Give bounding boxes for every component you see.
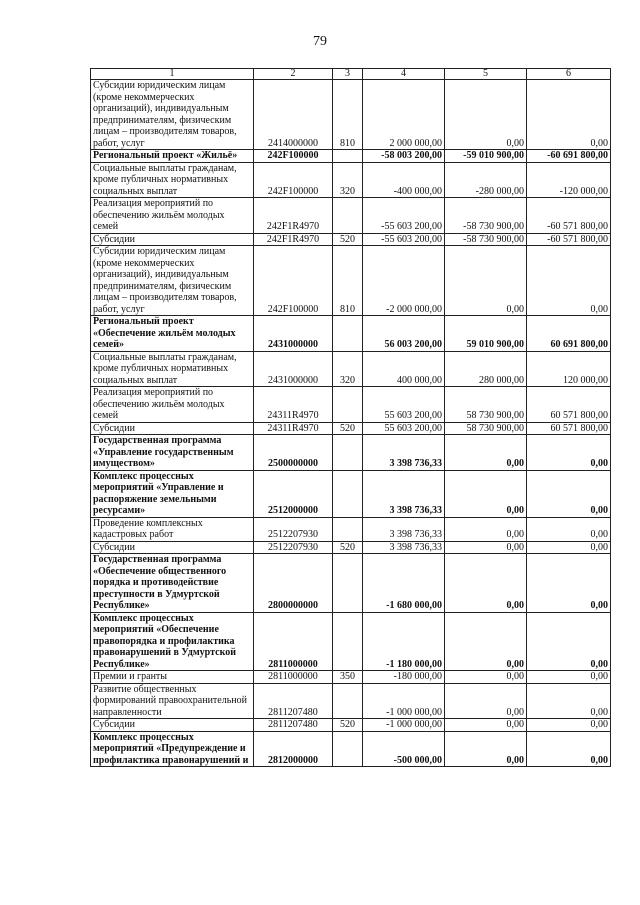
cell-target-article: 2812000000: [254, 731, 333, 767]
cell-amount-1: 400 000,00: [363, 351, 445, 387]
cell-amount-2: -58 730 900,00: [445, 198, 527, 234]
cell-expense-type: [333, 517, 363, 541]
cell-amount-2: -280 000,00: [445, 162, 527, 198]
table-row: [91, 162, 611, 198]
table-row: [91, 731, 611, 767]
cell-name: Государственная программа «Обеспечение общественного порядка и противодействие преступности в Удмуртской Республике»: [91, 554, 254, 613]
cell-target-article: 2800000000: [254, 554, 333, 613]
cell-target-article: 242F1R4970: [254, 198, 333, 234]
cell-amount-2: 0,00: [445, 470, 527, 517]
cell-amount-1: -1 000 000,00: [363, 683, 445, 719]
cell-target-article: 2512207930: [254, 541, 333, 554]
cell-name: Премии и гранты: [91, 671, 254, 684]
cell-amount-3: 60 571 800,00: [527, 422, 611, 435]
cell-expense-type: 520: [333, 719, 363, 732]
cell-expense-type: [333, 731, 363, 767]
cell-amount-1: 3 398 736,33: [363, 470, 445, 517]
cell-target-article: 242F100000: [254, 246, 333, 316]
cell-amount-2: -58 730 900,00: [445, 233, 527, 246]
col-header-csr: 2: [254, 69, 333, 80]
cell-name: Социальные выплаты гражданам, кроме публичных нормативных социальных выплат: [91, 162, 254, 198]
cell-amount-2: 0,00: [445, 671, 527, 684]
cell-amount-3: 0,00: [527, 517, 611, 541]
cell-name: Региональный проект «Жильё»: [91, 150, 254, 163]
budget-table: [90, 68, 611, 767]
cell-expense-type: [333, 470, 363, 517]
cell-amount-3: 0,00: [527, 612, 611, 671]
cell-target-article: 2500000000: [254, 435, 333, 471]
col-header-amount-3: 6: [527, 69, 611, 80]
cell-expense-type: [333, 198, 363, 234]
cell-name: Проведение комплексных кадастровых работ: [91, 517, 254, 541]
cell-expense-type: 810: [333, 246, 363, 316]
table-row: [91, 198, 611, 234]
cell-amount-2: 59 010 900,00: [445, 316, 527, 352]
cell-target-article: 2811207480: [254, 683, 333, 719]
cell-amount-3: -120 000,00: [527, 162, 611, 198]
cell-amount-1: -1 680 000,00: [363, 554, 445, 613]
cell-amount-2: 0,00: [445, 246, 527, 316]
table-row: [91, 435, 611, 471]
cell-target-article: 242F100000: [254, 150, 333, 163]
cell-amount-1: -58 003 200,00: [363, 150, 445, 163]
cell-amount-3: 120 000,00: [527, 351, 611, 387]
table-row: [91, 150, 611, 163]
table-row: [91, 719, 611, 732]
cell-expense-type: [333, 554, 363, 613]
cell-amount-3: 0,00: [527, 671, 611, 684]
cell-amount-1: -55 603 200,00: [363, 233, 445, 246]
cell-amount-3: -60 691 800,00: [527, 150, 611, 163]
cell-amount-2: 58 730 900,00: [445, 387, 527, 423]
table-row: [91, 387, 611, 423]
cell-amount-2: 0,00: [445, 517, 527, 541]
cell-amount-2: 0,00: [445, 541, 527, 554]
cell-amount-1: 3 398 736,33: [363, 517, 445, 541]
table-row: [91, 671, 611, 684]
cell-target-article: 2512207930: [254, 517, 333, 541]
table-row: [91, 422, 611, 435]
budget-table-body: [91, 69, 611, 767]
cell-amount-1: 2 000 000,00: [363, 80, 445, 150]
col-header-vr: 3: [333, 69, 363, 80]
cell-amount-1: -400 000,00: [363, 162, 445, 198]
cell-target-article: 2512000000: [254, 470, 333, 517]
table-row: [91, 683, 611, 719]
cell-amount-2: 0,00: [445, 731, 527, 767]
cell-amount-1: 55 603 200,00: [363, 387, 445, 423]
cell-amount-3: 0,00: [527, 246, 611, 316]
col-header-amount-1: 4: [363, 69, 445, 80]
cell-amount-2: 0,00: [445, 80, 527, 150]
cell-amount-1: 56 003 200,00: [363, 316, 445, 352]
col-header-amount-2: 5: [445, 69, 527, 80]
cell-target-article: 2431000000: [254, 351, 333, 387]
cell-amount-3: -60 571 800,00: [527, 233, 611, 246]
cell-expense-type: 350: [333, 671, 363, 684]
cell-expense-type: 810: [333, 80, 363, 150]
cell-amount-2: 0,00: [445, 554, 527, 613]
cell-amount-3: 0,00: [527, 683, 611, 719]
cell-amount-1: -1 180 000,00: [363, 612, 445, 671]
cell-amount-2: -59 010 900,00: [445, 150, 527, 163]
cell-amount-3: 60 571 800,00: [527, 387, 611, 423]
cell-name: Социальные выплаты гражданам, кроме публичных нормативных социальных выплат: [91, 351, 254, 387]
cell-amount-1: -180 000,00: [363, 671, 445, 684]
cell-name: Субсидии юридическим лицам (кроме некоммерческих организаций), индивидуальным предпринимателям, физическим лицам – производителям товаров, работ, услуг: [91, 246, 254, 316]
cell-expense-type: [333, 387, 363, 423]
cell-target-article: 242F1R4970: [254, 233, 333, 246]
cell-amount-1: 3 398 736,33: [363, 435, 445, 471]
cell-expense-type: [333, 150, 363, 163]
table-row: [91, 612, 611, 671]
cell-amount-2: 0,00: [445, 719, 527, 732]
cell-amount-2: 0,00: [445, 612, 527, 671]
cell-expense-type: 520: [333, 422, 363, 435]
cell-amount-3: -60 571 800,00: [527, 198, 611, 234]
cell-amount-2: 58 730 900,00: [445, 422, 527, 435]
cell-amount-3: 0,00: [527, 470, 611, 517]
cell-expense-type: 520: [333, 233, 363, 246]
cell-amount-3: 0,00: [527, 731, 611, 767]
cell-amount-1: -2 000 000,00: [363, 246, 445, 316]
table-row: [91, 246, 611, 316]
cell-expense-type: 320: [333, 351, 363, 387]
cell-name: Субсидии: [91, 422, 254, 435]
cell-amount-3: 0,00: [527, 435, 611, 471]
col-header-name: 1: [91, 69, 254, 80]
cell-target-article: 242F100000: [254, 162, 333, 198]
cell-amount-1: 55 603 200,00: [363, 422, 445, 435]
cell-target-article: 2431000000: [254, 316, 333, 352]
cell-expense-type: [333, 683, 363, 719]
cell-name: Субсидии: [91, 541, 254, 554]
cell-name: Субсидии: [91, 719, 254, 732]
cell-amount-3: 60 691 800,00: [527, 316, 611, 352]
cell-amount-1: -500 000,00: [363, 731, 445, 767]
cell-name: Субсидии: [91, 233, 254, 246]
cell-amount-3: 0,00: [527, 554, 611, 613]
table-row: [91, 80, 611, 150]
cell-target-article: 2811000000: [254, 612, 333, 671]
cell-expense-type: 520: [333, 541, 363, 554]
cell-name: Реализация мероприятий по обеспечению жильём молодых семей: [91, 387, 254, 423]
cell-amount-3: 0,00: [527, 80, 611, 150]
cell-amount-2: 0,00: [445, 683, 527, 719]
cell-name: Комплекс процессных мероприятий «Управление и распоряжение земельными ресурсами»: [91, 470, 254, 517]
cell-amount-2: 280 000,00: [445, 351, 527, 387]
table-row: [91, 554, 611, 613]
table-row: [91, 470, 611, 517]
cell-amount-3: 0,00: [527, 541, 611, 554]
page-number: 79: [313, 34, 327, 49]
cell-amount-2: 0,00: [445, 435, 527, 471]
cell-name: Государственная программа «Управление государственным имуществом»: [91, 435, 254, 471]
cell-target-article: 2811207480: [254, 719, 333, 732]
cell-target-article: 24311R4970: [254, 422, 333, 435]
cell-expense-type: [333, 612, 363, 671]
cell-expense-type: [333, 316, 363, 352]
cell-amount-1: -1 000 000,00: [363, 719, 445, 732]
cell-target-article: 2811000000: [254, 671, 333, 684]
cell-target-article: 2414000000: [254, 80, 333, 150]
cell-amount-1: -55 603 200,00: [363, 198, 445, 234]
cell-name: Комплекс процессных мероприятий «Обеспечение правопорядка и профилактика правонарушений в Удмуртской Республике»: [91, 612, 254, 671]
table-row: [91, 233, 611, 246]
cell-expense-type: [333, 435, 363, 471]
cell-name: Субсидии юридическим лицам (кроме некоммерческих организаций), индивидуальным предпринимателям, физическим лицам – производителям товаров, работ, услуг: [91, 80, 254, 150]
cell-expense-type: 320: [333, 162, 363, 198]
table-row: [91, 351, 611, 387]
cell-name: Комплекс процессных мероприятий «Предупреждение и профилактика правонарушений и: [91, 731, 254, 767]
cell-name: Развитие общественных формирований правоохранительной направленности: [91, 683, 254, 719]
cell-target-article: 24311R4970: [254, 387, 333, 423]
table-row: [91, 517, 611, 541]
cell-amount-1: 3 398 736,33: [363, 541, 445, 554]
cell-name: Реализация мероприятий по обеспечению жильём молодых семей: [91, 198, 254, 234]
cell-name: Региональный проект «Обеспечение жильём молодых семей»: [91, 316, 254, 352]
table-row: [91, 316, 611, 352]
header-row: [91, 69, 611, 80]
cell-amount-3: 0,00: [527, 719, 611, 732]
table-row: [91, 541, 611, 554]
